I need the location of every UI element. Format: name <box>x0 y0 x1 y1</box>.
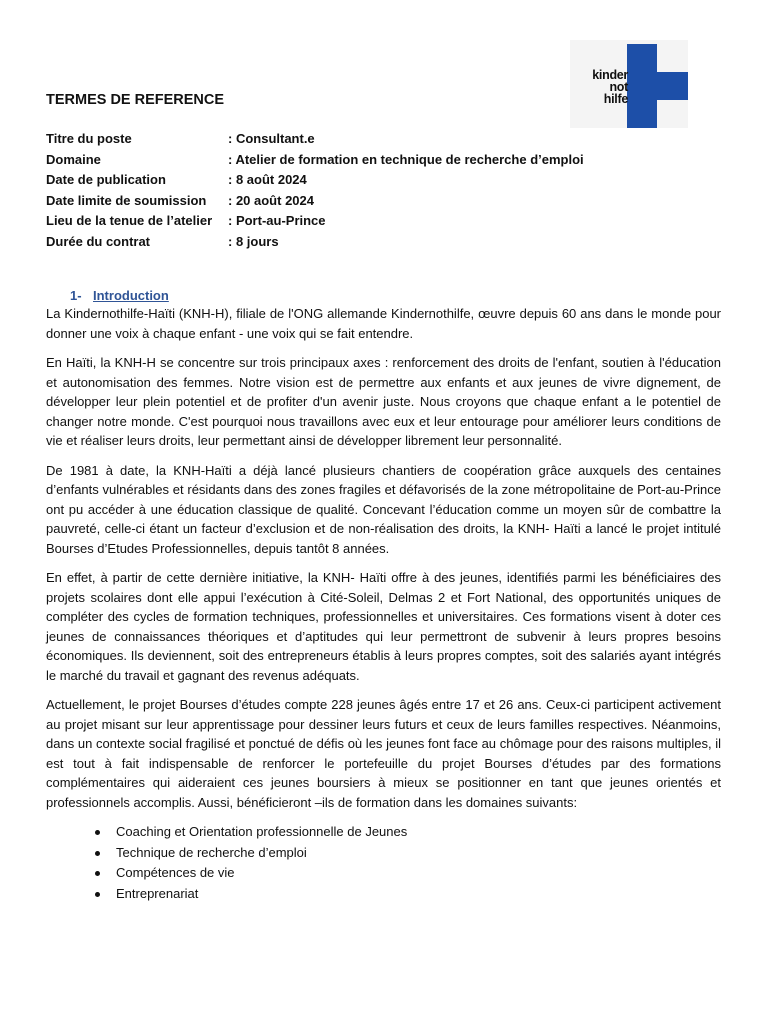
meta-row <box>46 191 666 212</box>
list-item-text: Entreprenariat <box>116 885 199 901</box>
list-item-text: Technique de recherche d’emploi <box>116 844 307 860</box>
list-item <box>46 884 721 905</box>
meta-label: Date de publication <box>46 172 166 187</box>
meta-value: : 20 août 2024 <box>228 192 314 208</box>
meta-value: : Atelier de formation en technique de recherche d’emploi <box>228 151 584 167</box>
kindernothilfe-logo <box>570 40 690 130</box>
meta-label: Durée du contrat <box>46 233 151 249</box>
meta-value: : 8 août 2024 <box>228 172 307 187</box>
body-text <box>46 304 721 904</box>
paragraph: La Kindernothilfe-Haïti (KNH-H), filiale de l'ONG allemande Kindernothilfe, œuvre depuis 60 ans dans le monde pour donner une voix à chaque enfant - une voix qui se fait entendre. <box>46 306 721 341</box>
meta-value: : Consultant.e <box>228 131 315 146</box>
meta-row <box>46 232 666 253</box>
bullet-icon <box>95 851 100 856</box>
meta-row <box>46 129 666 150</box>
meta-label: Domaine <box>46 151 101 167</box>
paragraph: De 1981 à date, la KNH-Haïti a déjà lancé plusieurs chantiers de coopération grâce auxquels des centaines d’enfants vulnérables et résidants dans des zones fragiles et défavorisés de la zone métropolitaine de Port-au-Prince ont pu accéder à une éducation classique de qualité. Concevant l’éducation comme un moyen sûr de combattre la pauvreté, celle-ci étant un facteur d’exclusion et de non-réalisation des droits, la KNH- Haïti a lancé le projet intitulé Bourses d’Etudes Professionnelles, depuis tantôt 8 années. <box>46 462 721 556</box>
list-item-text: Coaching et Orientation professionnelle de Jeunes <box>116 824 408 839</box>
section-heading-introduction <box>70 288 169 303</box>
meta-value: : 8 jours <box>228 233 279 249</box>
meta-label: Titre du poste <box>46 131 132 146</box>
section-title: Introduction <box>93 288 169 303</box>
document-title: TERMES DE REFERENCE <box>46 92 225 108</box>
meta-label: Date limite de soumission <box>46 192 207 208</box>
logo-word-kinder: kinder <box>592 68 628 82</box>
bullet-icon <box>95 892 100 897</box>
paragraph: Actuellement, le projet Bourses d’études compte 228 jeunes âgés entre 17 et 26 ans. Ceux-ci participent activement au projet misant sur leur apprentissage pour dessiner leurs futurs et ceux de leurs familles respectives. Néanmoins, dans un contexte social fragilisé et ponctué de défis où les jeunes font face au chômage pour des raisons multiples, il est tout à fait indispensable de renforcer le portefeuille du projet Bourses d’études par des formations complémentaires qui aideraient ces jeunes boursiers à mieux se positionner en tant que jeunes orientés et professionnels accomplis. Aussi, bénéficieront –ils de formation dans les domaines suivants: <box>46 697 721 810</box>
meta-label: Lieu de la tenue de l’atelier <box>46 213 213 228</box>
paragraph: En Haïti, la KNH-H se concentre sur trois principaux axes : renforcement des droits de l'enfant, soutien à l'éducation et autonomisation des femmes. Notre vision est de permettre aux enfants et aux jeunes de vivre dignement, de développer leur plein potentiel et de profiter d'un avenir juste. Nous croyons que chaque enfant a le potentiel de changer notre monde. C'est pourquoi nous travaillons avec eux et leur entourage pour améliorer leurs conditions de vie et réaliser leurs droits, leur permettant ainsi de développer librement leur personnalité. <box>46 355 721 448</box>
meta-row <box>46 170 666 191</box>
list-item <box>46 843 721 864</box>
list-item <box>46 822 721 843</box>
training-domains-list <box>46 822 721 904</box>
logo-cross-horizontal <box>627 72 688 100</box>
list-item-text: Compétences de vie <box>116 865 235 880</box>
logo-word-not: not <box>609 80 628 94</box>
list-item <box>46 863 721 884</box>
metadata-table <box>46 129 666 252</box>
meta-row <box>46 150 666 171</box>
logo-word-hilfe: hilfe <box>603 92 628 106</box>
section-number: 1- <box>70 288 82 303</box>
paragraph: En effet, à partir de cette dernière initiative, la KNH- Haïti offre à des jeunes, identifiés parmi les bénéficiaires des projets scolaires dont elle appui l’exécution à Cité-Soleil, Delmas 2 et Fort National, des opportunités uniques de compléter des cycles de formation techniques, professionnelles et universitaires. Ces formations visent à doter ces jeunes de connaissances théoriques et d’aptitudes qui leur permettront de subvenir à leurs propres besoins économiques. Ils deviennent, soit des entrepreneurs établis à leurs propres comptes, soit des salariés ayant intégrés le marché du travail et gagnant des revenus adéquats. <box>46 570 721 683</box>
bullet-icon <box>95 871 100 876</box>
meta-value: : Port-au-Prince <box>228 213 326 228</box>
bullet-icon <box>95 830 100 835</box>
meta-row <box>46 211 666 232</box>
